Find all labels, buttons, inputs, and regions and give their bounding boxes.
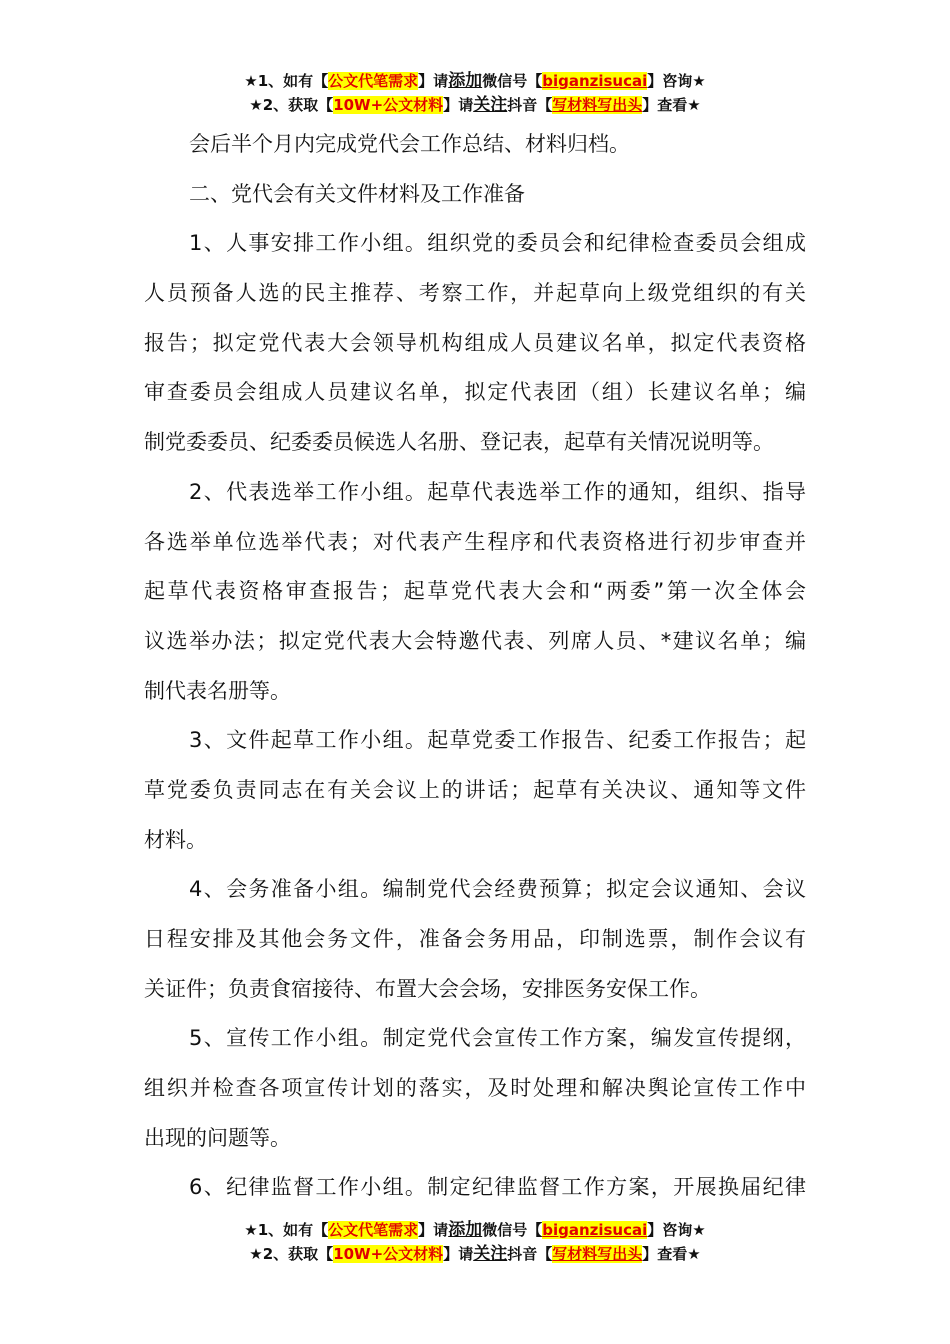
text-line: 2、代表选举工作小组。起草代表选举工作的通知，组织、指导 [189,479,806,504]
text-line: 6、纪律监督工作小组。制定纪律监督工作方案，开展换届纪律 [189,1175,806,1200]
text-line: 3、文件起草工作小组。起草党委工作报告、纪委工作报告；起 [189,728,806,753]
text-line: 起草代表资格审查报告；起草党代表大会和“两委”第一次全体会 [144,579,806,604]
paragraph [144,716,806,865]
text-line: 5、宣传工作小组。制定党代会宣传工作方案，编发宣传提纲， [189,1026,806,1051]
header-banner [0,69,950,117]
text-line: 材料。 [144,827,207,852]
text-line: 1、人事安排工作小组。组织党的委员会和纪律检查委员会组成 [189,231,806,256]
text-line: 关证件；负责食宿接待、布置大会会场，安排医务安保工作。 [144,976,711,1001]
banner-line-1: ★1、如有【公文代笔需求】请添加微信号【biganzisucai】咨询★ [244,1220,706,1240]
paragraph [144,865,806,1014]
text-line: 会后半个月内完成党代会工作总结、材料归档。 [189,132,630,156]
text-line: 组织并检查各项宣传计划的落实，及时处理和解决舆论宣传工作中 [144,1076,806,1101]
banner-line-2: ★2、获取【10W+公文材料】请关注抖音【写材料写出头】查看★ [249,1244,701,1264]
paragraph [144,120,806,170]
text-line: 制党委委员、纪委委员候选人名册、登记表，起草有关情况说明等。 [144,430,774,455]
footer-banner [0,1218,950,1266]
text-line: 草党委负责同志在有关会议上的讲话；起草有关决议、通知等文件 [144,777,806,802]
text-line: 4、会务准备小组。编制党代会经费预算；拟定会议通知、会议 [189,877,806,902]
paragraph [144,219,806,467]
text-line: 议选举办法；拟定党代表大会特邀代表、列席人员、*建议名单；编 [144,628,806,653]
paragraph [144,1014,806,1163]
document-body [144,120,806,1213]
paragraph [144,468,806,716]
text-line: 制代表名册等。 [144,678,291,703]
text-line: 日程安排及其他会务文件，准备会务用品，印制选票，制作会议有 [144,927,806,951]
text-line: 各选举单位选举代表；对代表产生程序和代表资格进行初步审查并 [144,529,806,554]
text-line: 二、党代会有关文件材料及工作准备 [189,181,525,206]
paragraph [144,1163,806,1213]
text-line: 报告；拟定党代表大会领导机构组成人员建议名单，拟定代表资格 [144,330,806,355]
text-line: 审查委员会组成人员建议名单，拟定代表团（组）长建议名单；编 [144,380,806,405]
paragraph [144,170,806,220]
text-line: 人员预备人选的民主推荐、考察工作，并起草向上级党组织的有关 [144,281,806,306]
banner-line-2: ★2、获取【10W+公文材料】请关注抖音【写材料写出头】查看★ [249,95,701,115]
banner-line-1: ★1、如有【公文代笔需求】请添加微信号【biganzisucai】咨询★ [244,71,706,91]
text-line: 出现的问题等。 [144,1125,291,1150]
